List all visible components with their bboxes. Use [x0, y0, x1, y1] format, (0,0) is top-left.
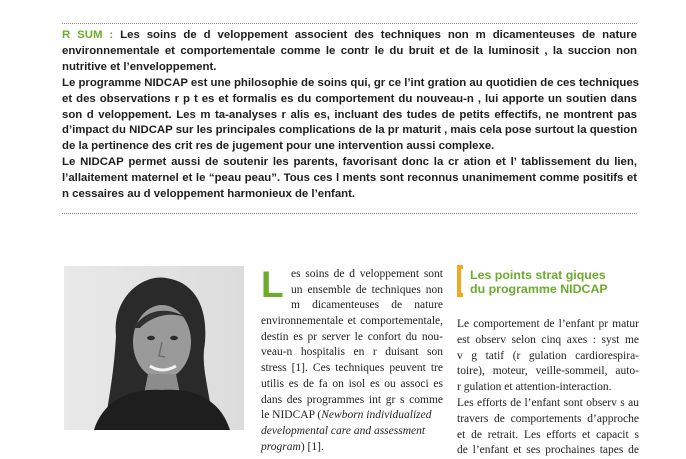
article-line: veau-n hospitalis en r duisant son	[261, 346, 443, 359]
bottom-dotted-rule	[62, 213, 637, 214]
article-line-tail: ) [1].	[300, 440, 324, 453]
sidebar-body	[457, 317, 639, 459]
abstract-line: l’allaitement maternel et le “peau peau”. Tous ces l ments sont reconnus unanimement comme positifs et	[62, 172, 637, 185]
drop-cap-letter: L	[261, 264, 284, 305]
article-line-italic: program	[261, 440, 301, 453]
author-photo	[64, 266, 244, 430]
sidebar-title	[457, 267, 639, 299]
abstract-line	[62, 28, 637, 44]
article-line-italic: developmental care and assessment	[261, 424, 426, 437]
top-dotted-rule	[62, 23, 637, 24]
abstract-line: n cessaires au d veloppement harmonieux de l’enfant.	[62, 188, 356, 201]
sidebar-line: r gulation et attention-interaction.	[457, 381, 612, 394]
article-line	[261, 440, 443, 456]
article-line: environnementale et comportementale,	[261, 315, 443, 328]
article-line: un ensemble de techniques non	[291, 283, 443, 296]
article-line: destin es pr server le confort du nou-	[261, 330, 443, 343]
abstract-line: environnementale et comportementale comme le contr le du bruit et de la luminosit , la succion non	[62, 44, 637, 57]
article-column	[261, 264, 443, 455]
sidebar-line: Les efforts de l’enfant sont observ s au	[457, 396, 639, 409]
abstract-line: et des observations r p t es et formalis es du comportement du nouveau-n , lui apporte un soutien dans	[62, 92, 637, 105]
article-line-text: le NIDCAP (	[261, 409, 322, 422]
orange-bracket-icon	[457, 265, 463, 297]
abstract-block	[62, 28, 640, 203]
article-line: stress [1]. Ces techniques peuvent tre	[261, 362, 443, 375]
key-points-sidebar	[457, 267, 639, 459]
sidebar-line: est observ selon cinq axes : syst me	[457, 333, 639, 346]
article-line: utilis es de fa on isol es ou associ es	[261, 377, 443, 390]
sidebar-line: toire), moteur, veille-sommeil, auto-	[457, 365, 639, 378]
sidebar-line: de l’enfant et ses prochaines tapes de	[457, 444, 639, 457]
sidebar-title-line1: Les points strat giques	[470, 268, 606, 282]
article-line: m dicamenteuses de nature	[291, 299, 443, 312]
sidebar-title-line2: du programme NIDCAP	[470, 282, 608, 297]
sidebar-line: v g tatif (r gulation cardiorespira-	[457, 349, 639, 362]
abstract-line-text: Les soins de d veloppement associent des techniques non m dicamenteuses de nature	[113, 29, 637, 41]
sidebar-line: travers de comportements d’approche	[457, 412, 639, 425]
author-portrait-image	[64, 266, 244, 430]
article-line-italic: Newborn individualized	[321, 409, 432, 422]
abstract-label: R SUM :	[62, 29, 114, 41]
article-line	[261, 408, 443, 424]
sidebar-line: et de retrait. Les efforts et capacit s	[457, 428, 639, 441]
sidebar-line: Le comportement de l’enfant pr matur	[457, 318, 639, 330]
abstract-line: Le NIDCAP permet aussi de soutenir les parents, favorisant donc la cr ation et l’ tablissement du lien,	[62, 156, 637, 169]
abstract-line: nutritive et l’enveloppement.	[62, 60, 217, 73]
abstract-line: d’impact du NIDCAP sur les principales complications de la pr maturit , mais cela pose surtout la question	[62, 124, 638, 137]
abstract-line: son d veloppement. Les m ta-analyses r alis es, incluant des tudes de petits effectifs, ne montrent pas	[62, 108, 637, 121]
article-line: es soins de d veloppement sont	[291, 268, 443, 280]
article-line: dans des programmes int gr s comme	[261, 393, 443, 406]
abstract-line: de la pertinence des crit res de jugement pour une intervention aussi complexe.	[62, 140, 495, 153]
article-line	[261, 424, 443, 440]
abstract-line: Le programme NIDCAP est une philosophie de soins qui, gr ce l’int gration au quotidien de ces techniques	[62, 76, 640, 89]
